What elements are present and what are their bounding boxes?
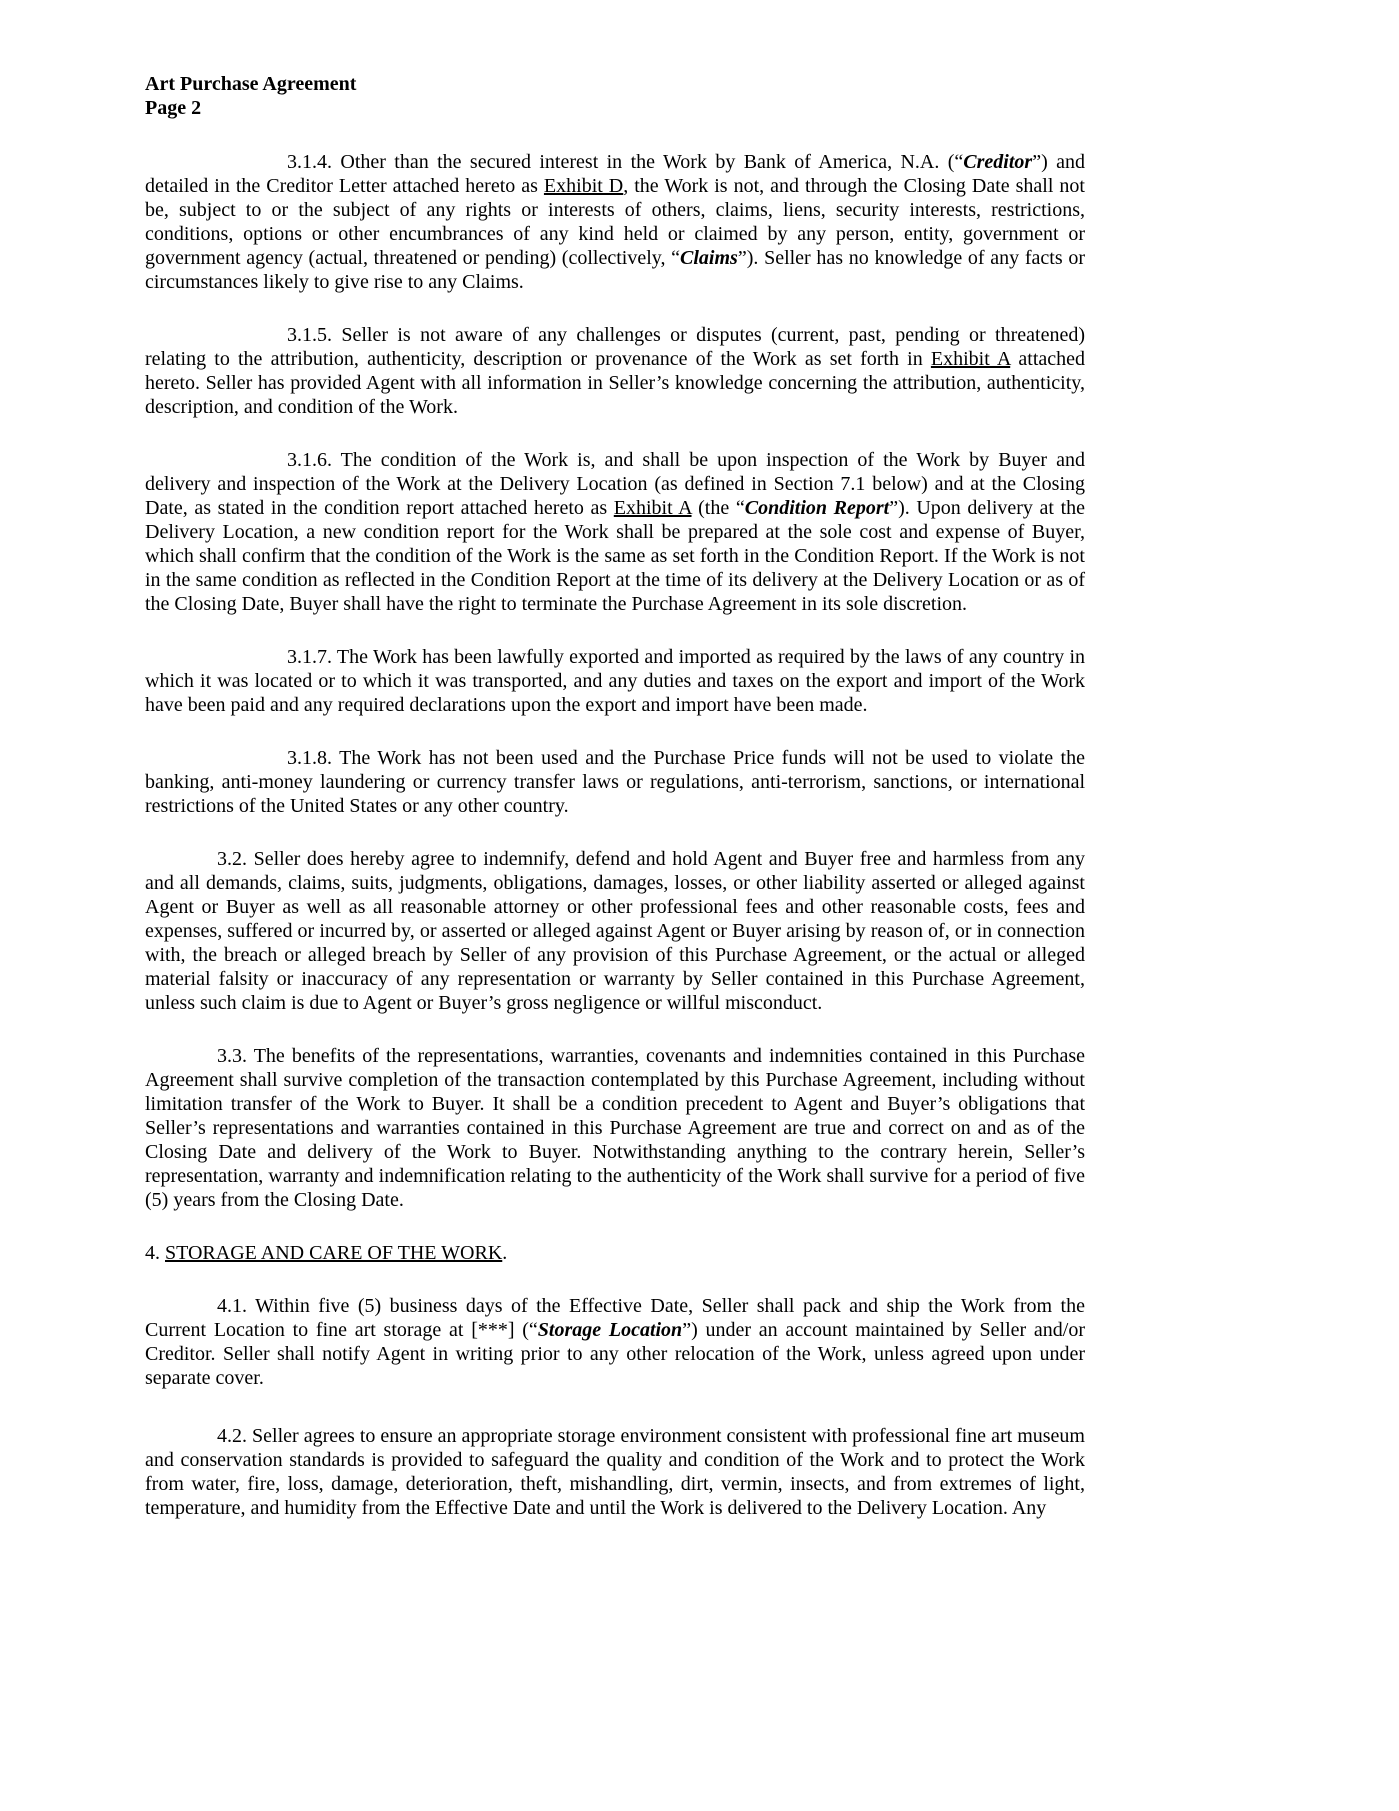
paragraph-3-1-4: [145, 150, 1085, 294]
text-segment: ”). Seller has no knowledge of any facts or circumstances likely to give rise to any Claims.: [145, 247, 1085, 293]
paragraph-4-1: [145, 1294, 1085, 1390]
text-segment: ”) and detailed in the Creditor Letter attached hereto as: [145, 151, 1085, 197]
text-segment: 3.1.6. The condition of the Work is, and shall be upon inspection of the Work by Buyer and delivery and inspection of the Work at the Delivery Location (as defined in Section 7.1 below) and at the Closing Date, as stated in the condition report attached hereto as: [145, 449, 1085, 519]
paragraph-4-2: [145, 1424, 1085, 1520]
paragraph-3-1-8: [145, 746, 1085, 818]
paragraph-3-3: [145, 1044, 1085, 1212]
defined-term-storage-location: Storage Location: [537, 1319, 683, 1341]
text-segment: 3.3. The benefits of the representations, warranties, covenants and indemnities contained in this Purchase Agreement shall survive completion of the transaction contemplated by this Purchase Agreement, including without limitation transfer of the Work to Buyer. It shall be a condition precedent to Agent and Buyer’s obligations that Seller’s representations and warranties contained in this Purchase Agreement are true and correct on and as of the Closing Date and delivery of the Work to Buyer. Notwithstanding anything to the contrary herein, Seller’s representation, warranty and indemnification relating to the authenticity of the Work shall survive for a period of five (5) years from the Closing Date.: [145, 1045, 1085, 1211]
section-4-heading-text: STORAGE AND CARE OF THE WORK: [165, 1242, 503, 1264]
paragraph-3-1-7: [145, 645, 1085, 717]
defined-term-condition-report: Condition Report: [744, 497, 890, 519]
text-segment: (the “: [691, 497, 745, 519]
defined-term-claims: Claims: [680, 247, 738, 269]
document-header: [145, 72, 1085, 120]
text-segment: , the Work is not, and through the Closing Date shall not be, subject to or the subject of any rights or interests of others, claims, liens, security interests, restrictions, conditions, options or other encumbrances of any kind held or claimed by any person, entity, government or government agency (actual, threatened or pending) (collectively, “: [145, 175, 1085, 269]
paragraph-3-2: [145, 847, 1085, 1015]
paragraph-3-1-5: [145, 323, 1085, 419]
exhibit-a-reference: Exhibit A: [930, 348, 1011, 370]
exhibit-d-reference: Exhibit D: [543, 175, 624, 197]
document-body: [145, 150, 1085, 1520]
text-segment: ”) under an account maintained by Seller and/or Creditor. Seller shall notify Agent in writing prior to any other relocation of the Work, unless agreed upon under separate cover.: [145, 1319, 1086, 1389]
text-segment: 3.1.4. Other than the secured interest in the Work by Bank of America, N.A. (“: [287, 151, 964, 173]
text-segment: 4.1. Within five (5) business days of the Effective Date, Seller shall pack and ship the Work from the Current Location to fine art storage at [***] (“: [145, 1295, 1085, 1341]
text-segment: attached hereto. Seller has provided Agent with all information in Seller’s knowledge concerning the attribution, authenticity, description, and condition of the Work.: [145, 348, 1086, 418]
text-segment: 3.1.7. The Work has been lawfully exported and imported as required by the laws of any country in which it was located or to which it was transported, and any duties and taxes on the export and import of the Work have been paid and any required declarations upon the export and import have been made.: [145, 646, 1085, 716]
section-number: 4.: [145, 1242, 165, 1264]
text-segment: 4.2. Seller agrees to ensure an appropriate storage environment consistent with professional fine art museum and conservation standards is provided to safeguard the quality and condition of the Work and to protect the Work from water, fire, loss, damage, deterioration, theft, mishandling, dirt, vermin, insects, and from extremes of light, temperature, and humidity from the Effective Date and until the Work is delivered to the Delivery Location. Any: [145, 1425, 1085, 1519]
text-segment: ”). Upon delivery at the Delivery Location, a new condition report for the Work shall be prepared at the sole cost and expense of Buyer, which shall confirm that the condition of the Work is the same as set forth in the Condition Report. If the Work is not in the same condition as reflected in the Condition Report at the time of its delivery at the Delivery Location or as of the Closing Date, Buyer shall have the right to terminate the Purchase Agreement in its sole discretion.: [145, 497, 1086, 615]
exhibit-a-reference: Exhibit A: [613, 497, 692, 519]
defined-term-creditor: Creditor: [963, 151, 1033, 173]
document-title: Art Purchase Agreement: [145, 73, 357, 95]
text-segment: 3.1.8. The Work has not been used and the Purchase Price funds will not be used to violate the banking, anti-money laundering or currency transfer laws or regulations, anti-terrorism, sanctions, or international restrictions of the United States or any other country.: [145, 747, 1085, 817]
page-number-label: Page 2: [145, 97, 202, 119]
text-segment: 3.1.5. Seller is not aware of any challenges or disputes (current, past, pending or threatened) relating to the attribution, authenticity, description or provenance of the Work as set forth in: [145, 324, 1085, 370]
text-segment: .: [502, 1242, 508, 1264]
paragraph-3-1-6: [145, 448, 1085, 616]
text-segment: 3.2. Seller does hereby agree to indemnify, defend and hold Agent and Buyer free and harmless from any and all demands, claims, suits, judgments, obligations, damages, losses, or other liability asserted or alleged against Agent or Buyer as well as all reasonable attorney or other professional fees and other reasonable costs, fees and expenses, suffered or incurred by, or asserted or alleged against Agent or Buyer arising by reason of, or in connection with, the breach or alleged breach by Seller of any provision of this Purchase Agreement, or the actual or alleged material falsity or inaccuracy of any representation or warranty by Seller contained in this Purchase Agreement, unless such claim is due to Agent or Buyer’s gross negligence or willful misconduct.: [145, 848, 1085, 1014]
section-4-heading: [145, 1241, 1085, 1265]
